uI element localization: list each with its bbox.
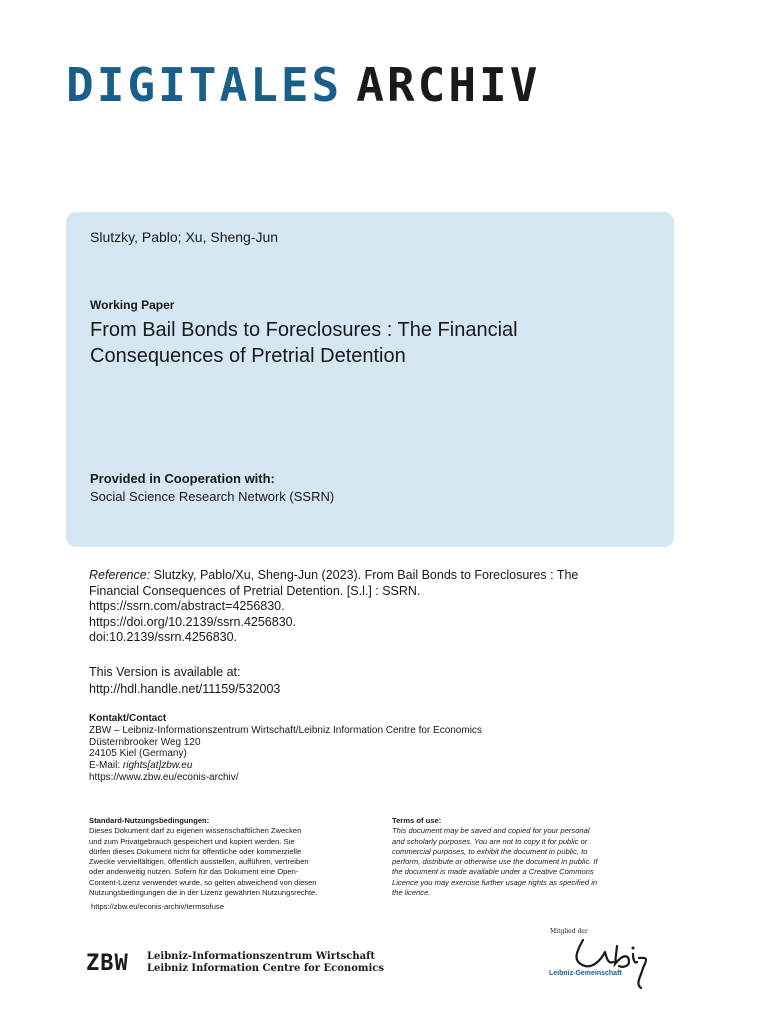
zbw-institution-names — [147, 951, 384, 975]
contact-block — [89, 713, 482, 784]
terms-en-line: and scholarly purposes. You are not to copy it for public or — [392, 836, 588, 846]
terms-en-line: the licence. — [392, 888, 431, 898]
logo-part-archiv: ARCHIV — [356, 58, 541, 112]
contact-url-link[interactable]: https://www.zbw.eu/econis-archiv/ — [89, 771, 239, 783]
terms-english — [392, 816, 662, 898]
leibniz-gemeinschaft-label: Leibniz-Gemeinschaft — [549, 970, 622, 977]
terms-de-line: Content-Lizenz verwendet wurde, so gelten abweichend von diesen — [89, 877, 317, 887]
provider-name: Social Science Research Network (SSRN) — [90, 489, 335, 504]
leibniz-script-icon — [545, 924, 655, 994]
terms-en-line: Licence you may exercise further usage rights as specified in — [392, 877, 598, 887]
reference-doi: doi:10.2139/ssrn.4256830. — [89, 630, 238, 644]
version-handle-link[interactable]: http://hdl.handle.net/11159/532003 — [89, 682, 281, 696]
terms-en-line: perform, distribute or otherwise use the document in public. If — [392, 857, 598, 867]
terms-de-line: dürfen dieses Dokument nicht für öffentliche oder kommerzielle — [89, 846, 302, 856]
version-label: This Version is available at: — [89, 665, 241, 679]
document-title — [90, 317, 650, 369]
reference-line-2: Financial Consequences of Pretrial Detention. [S.l.] : SSRN. — [89, 583, 421, 598]
contact-line-2: Düsternbrooker Weg 120 — [89, 736, 201, 748]
terms-en-line: commercial purposes, to exhibit the document in public, to — [392, 846, 588, 856]
provided-label: Provided in Cooperation with: — [90, 471, 275, 486]
leibniz-member-logo — [545, 924, 655, 994]
terms-de-heading: Standard-Nutzungsbedingungen: — [89, 816, 210, 825]
digitales-archiv-logo — [66, 60, 540, 110]
logo-part-digitales: DIGITALES — [66, 58, 343, 112]
reference-doi-link[interactable]: https://doi.org/10.2139/ssrn.4256830. — [89, 614, 297, 629]
zbw-name-english: Leibniz Information Centre for Economics — [147, 963, 384, 974]
reference-label: Reference: — [89, 568, 151, 582]
terms-de-line: und zum Privatgebrauch gespeichert und kopiert werden. Sie — [89, 836, 295, 846]
zbw-logo: ZBW — [86, 951, 129, 976]
terms-de-line: Nutzungsbedingungen die in der Lizenz gewährten Nutzungsrechte. — [89, 888, 318, 898]
terms-de-line: Dieses Dokument darf zu eigenen wissenschaftlichen Zwecken — [89, 826, 302, 836]
reference-line-1: Slutzky, Pablo/Xu, Sheng-Jun (2023). From Bail Bonds to Foreclosures : The — [153, 568, 579, 582]
contact-heading: Kontakt/Contact — [89, 713, 167, 724]
zbw-name-german: Leibniz-Informationszentrum Wirtschaft — [147, 951, 375, 962]
email-address[interactable]: rights[at]zbw.eu — [122, 760, 193, 772]
terms-de-line: oder anderweitig nutzen. Sofern für das Dokument eine Open- — [89, 867, 299, 877]
terms-en-line: the document is made available under a Creative Commons — [392, 867, 594, 877]
authors: Slutzky, Pablo; Xu, Sheng-Jun — [90, 229, 279, 245]
document-info-card — [66, 212, 674, 547]
title-line-1: From Bail Bonds to Foreclosures : The Financial — [90, 319, 518, 341]
title-line-2: Consequences of Pretrial Detention — [90, 345, 406, 367]
contact-line-1: ZBW – Leibniz-Informationszentrum Wirtschaft/Leibniz Information Centre for Economics — [89, 724, 482, 736]
version-block — [89, 664, 280, 698]
terms-de-line: Zwecke vervielfältigen, öffentlich ausstellen, aufführen, vertreiben — [89, 857, 309, 867]
reference-ssrn-link[interactable]: https://ssrn.com/abstract=4256830. — [89, 599, 285, 613]
reference-block — [89, 568, 649, 646]
member-label: Mitglied der — [550, 928, 588, 935]
terms-german — [89, 816, 379, 913]
email-label: E-Mail: — [89, 760, 123, 772]
contact-line-3: 24105 Kiel (Germany) — [89, 748, 187, 760]
terms-of-use-link[interactable]: https://zbw.eu/econis-archiv/termsofuse — [91, 902, 224, 912]
terms-en-line: This document may be saved and copied for your personal — [392, 826, 590, 836]
document-type-label: Working Paper — [90, 298, 175, 312]
terms-en-heading: Terms of use: — [392, 816, 442, 825]
